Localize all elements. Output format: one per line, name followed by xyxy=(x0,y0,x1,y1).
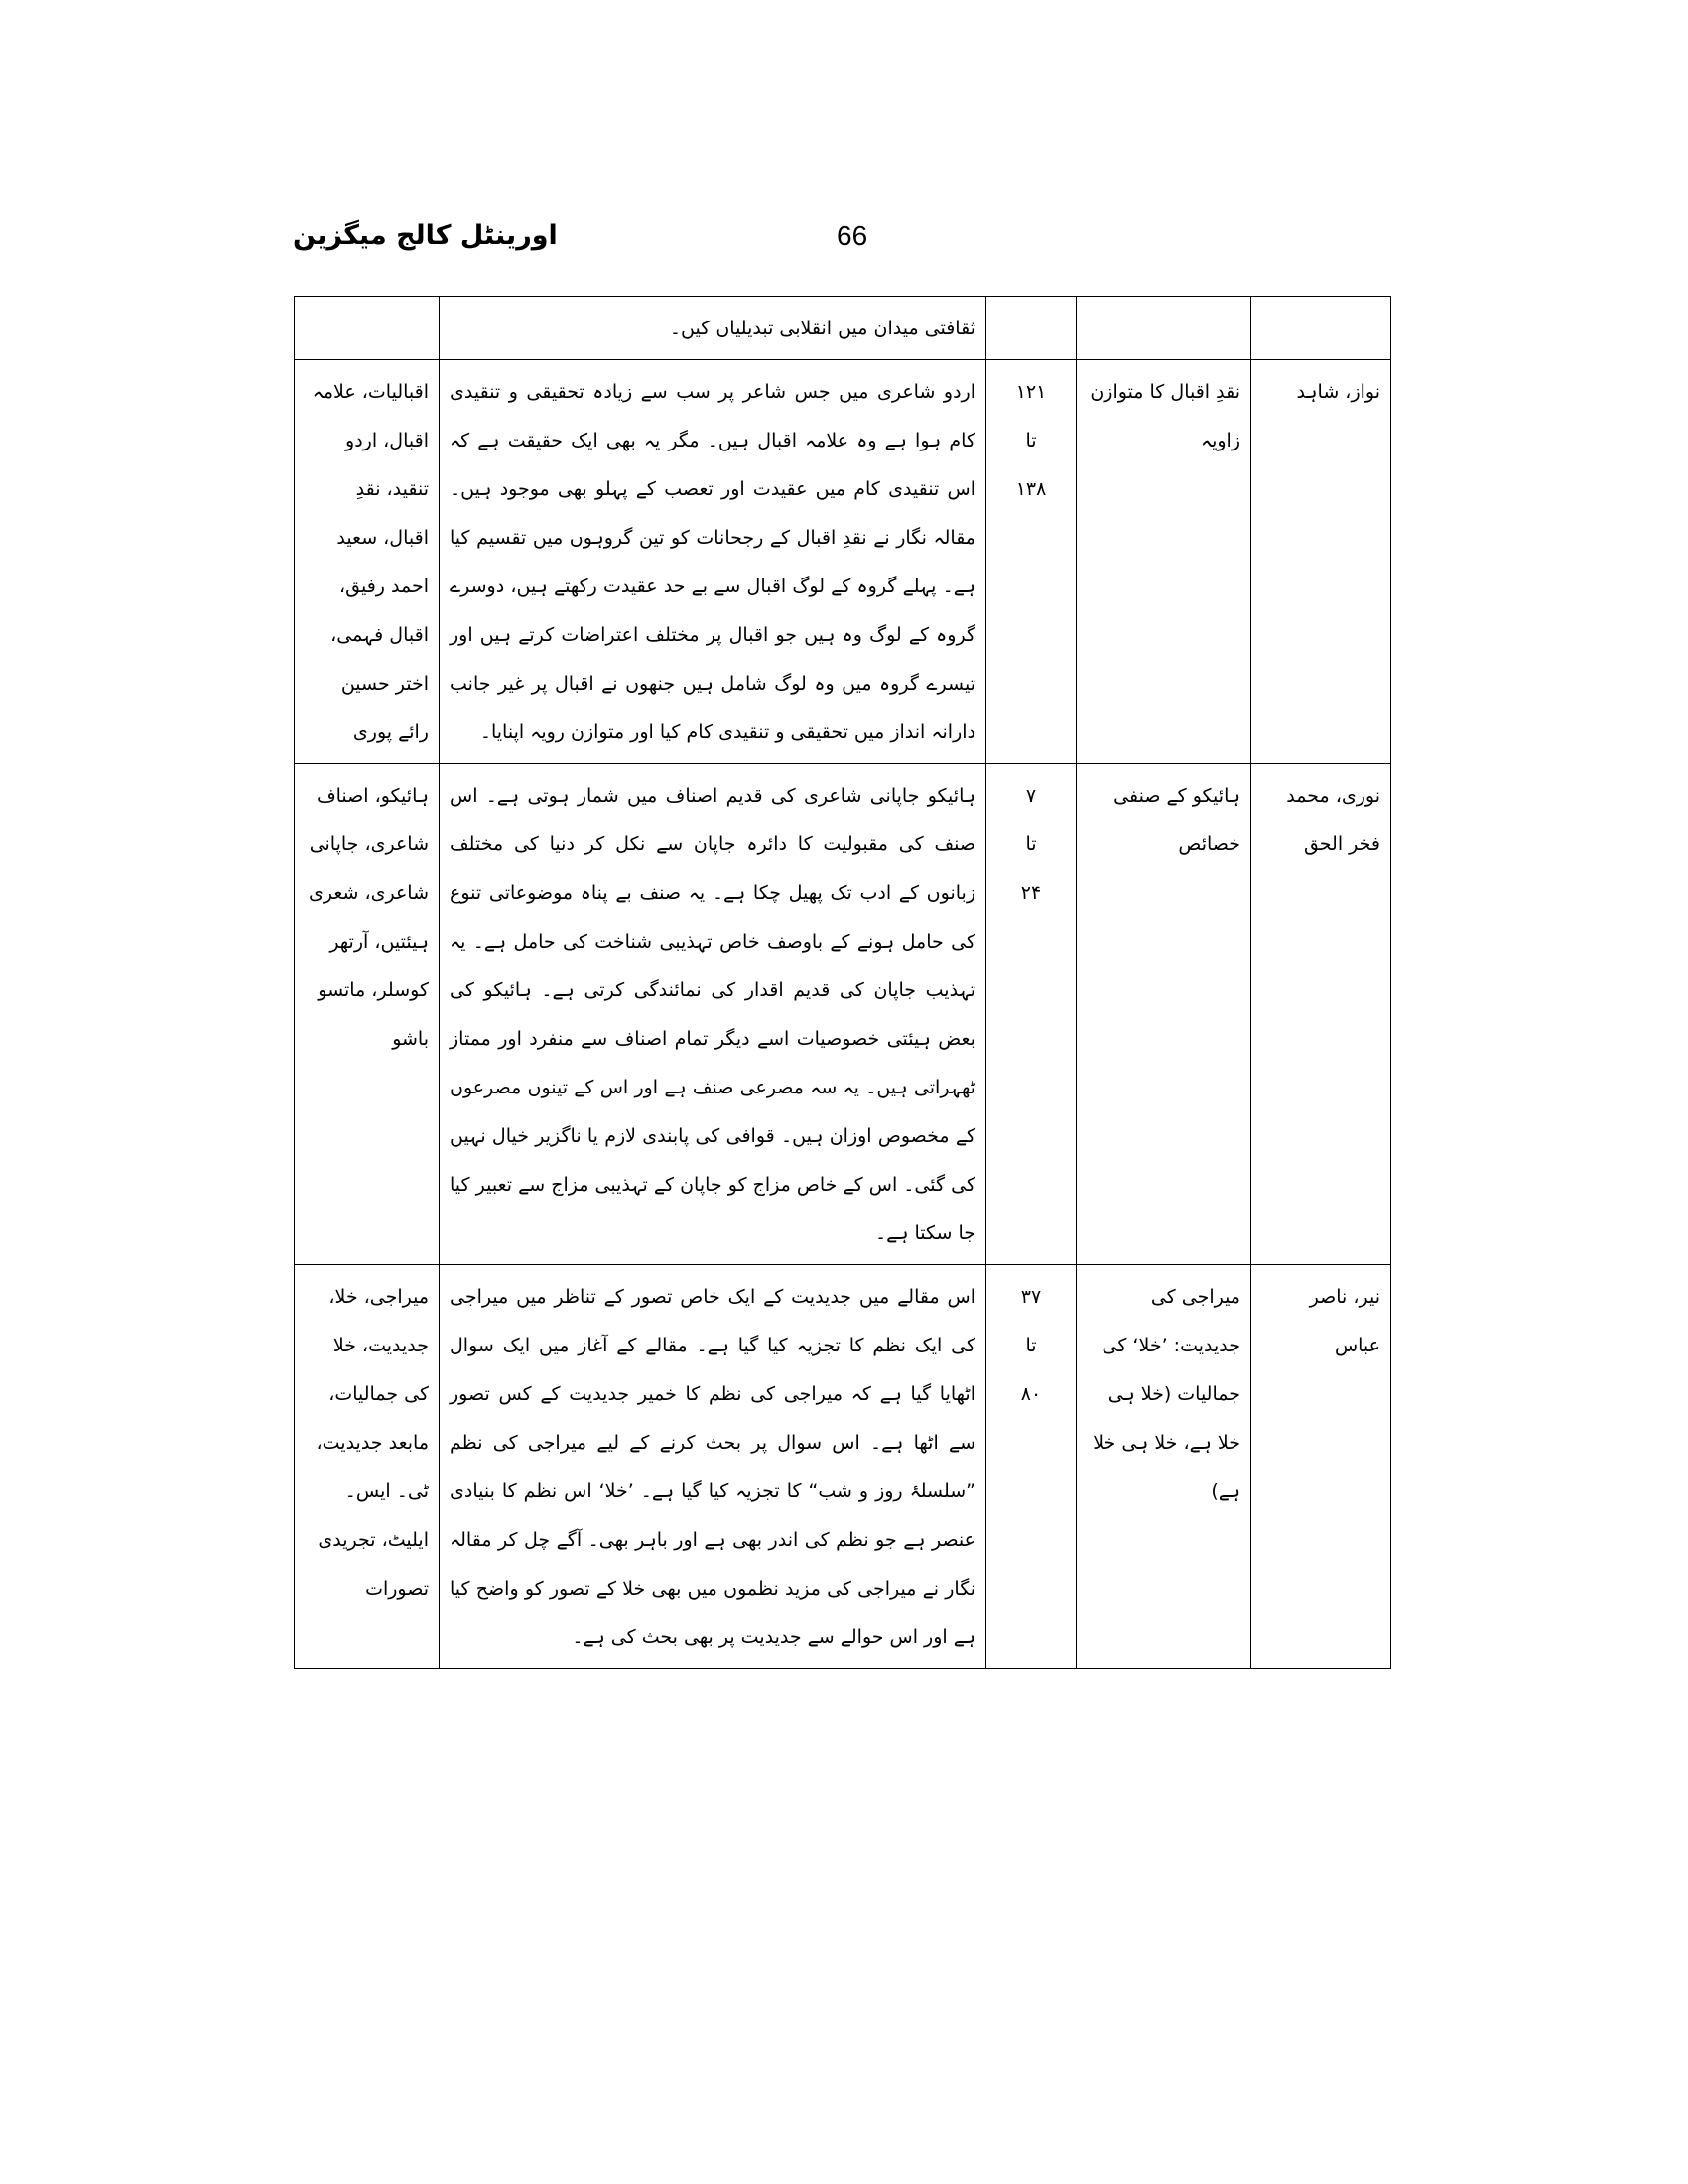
keywords-cell: اقبالیات، علامہ اقبال، اردو تنقید، نقدِ اقبال، سعید احمد رفیق، اقبال فہمی، اختر حسین رائے پوری xyxy=(295,360,440,764)
author-cell: نوری، محمد فخر الحق xyxy=(1251,764,1391,1265)
title-cell xyxy=(1077,297,1251,360)
summary-cell: اردو شاعری میں جس شاعر پر سب سے زیادہ تحقیقی و تنقیدی کام ہوا ہے وہ علامہ اقبال ہیں۔ مگر یہ بھی ایک حقیقت ہے کہ اس تنقیدی کام میں عقیدت اور تعصب کے پہلو بھی موجود ہیں۔ مقالہ نگار نے نقدِ اقبال کے رجحانات کو تین گروہوں میں تقسیم کیا ہے۔ پہلے گروہ کے لوگ اقبال سے بے حد عقیدت رکھتے ہیں، دوسرے گروہ کے لوگ وہ ہیں جو اقبال پر مختلف اعتراضات کرتے ہیں اور تیسرے گروہ میں وہ لوگ شامل ہیں جنھوں نے اقبال پر غیر جانب دارانہ انداز میں تحقیقی و تنقیدی کام کیا اور متوازن رویہ اپنایا۔ xyxy=(440,360,986,764)
summary-cell: ہائیکو جاپانی شاعری کی قدیم اصناف میں شمار ہوتی ہے۔ اس صنف کی مقبولیت کا دائرہ جاپان سے نکل کر دنیا کی مختلف زبانوں کے ادب تک پھیل چکا ہے۔ یہ صنف بے پناہ موضوعاتی تنوع کی حامل ہونے کے باوصف خاص تہذیبی شناخت کی حامل ہے۔ یہ تہذیب جاپان کی قدیم اقدار کی نمائندگی کرتی ہے۔ ہائیکو کی بعض ہیئتی خصوصیات اسے دیگر تمام اصناف سے منفرد اور ممتاز ٹھہراتی ہیں۔ یہ سہ مصرعی صنف ہے اور اس کے تینوں مصرعوں کے مخصوص اوزان ہیں۔ قوافی کی پابندی لازم یا ناگزیر خیال نہیں کی گئی۔ اس کے خاص مزاج کو جاپان کے تہذیبی مزاج سے تعبیر کیا جا سکتا ہے۔ xyxy=(440,764,986,1265)
page-number: 66 xyxy=(837,220,868,251)
title-cell: میراجی کی جدیدیت: ’خلا‘ کی جمالیات (خلا ہی خلا ہے، خلا ہی خلا ہے) xyxy=(1077,1265,1251,1669)
page-start: ۷ xyxy=(1025,785,1037,807)
author-cell: نیر، ناصر عباس xyxy=(1251,1265,1391,1669)
page-range-separator: تا xyxy=(1025,834,1037,855)
journal-title: اورینٹل کالج میگزین xyxy=(293,220,558,251)
author-cell xyxy=(1251,297,1391,360)
table-row xyxy=(295,764,1391,1265)
page-end: ۸۰ xyxy=(1020,1383,1042,1405)
pages-cell xyxy=(986,764,1077,1265)
table-row xyxy=(295,360,1391,764)
pages-cell xyxy=(986,360,1077,764)
page-start: ۱۲۱ xyxy=(1015,381,1047,403)
title-cell: ہائیکو کے صنفی خصائص xyxy=(1077,764,1251,1265)
keywords-cell: ہائیکو، اصناف شاعری، جاپانی شاعری، شعری ہیئتیں، آرتھر کوسلر، ماتسو باشو xyxy=(295,764,440,1265)
page-start: ۳۷ xyxy=(1020,1286,1042,1308)
title-cell: نقدِ اقبال کا متوازن زاویہ xyxy=(1077,360,1251,764)
page-header xyxy=(293,220,1384,270)
article-index-table xyxy=(294,296,1391,1669)
page-end: ۱۳۸ xyxy=(1015,478,1047,500)
summary-cell: اس مقالے میں جدیدیت کے ایک خاص تصور کے تناظر میں میراجی کی ایک نظم کا تجزیہ کیا گیا ہے۔ مقالے کے آغاز میں ایک سوال اٹھایا گیا ہے کہ میراجی کی نظم کا خمیر جدیدیت کے کس تصور سے اٹھا ہے۔ اس سوال پر بحث کرنے کے لیے میراجی کی نظم ”سلسلۂ روز و شب“ کا تجزیہ کیا گیا ہے۔ ’خلا‘ اس نظم کا بنیادی عنصر ہے جو نظم کی اندر بھی ہے اور باہر بھی۔ آگے چل کر مقالہ نگار نے میراجی کی مزید نظموں میں بھی خلا کے تصور کو واضح کیا ہے اور اس حوالے سے جدیدیت پر بھی بحث کی ہے۔ xyxy=(440,1265,986,1669)
summary-cell: ثقافتی میدان میں انقلابی تبدیلیاں کیں۔ xyxy=(440,297,986,360)
pages-cell xyxy=(986,1265,1077,1669)
table-row xyxy=(295,297,1391,360)
page-range-separator: تا xyxy=(1025,430,1037,451)
pages-cell xyxy=(986,297,1077,360)
keywords-cell: میراجی، خلا، جدیدیت، خلا کی جمالیات، مابعد جدیدیت، ٹی۔ ایس۔ ایلیٹ، تجریدی تصورات xyxy=(295,1265,440,1669)
table-row xyxy=(295,1265,1391,1669)
keywords-cell xyxy=(295,297,440,360)
author-cell: نواز، شاہد xyxy=(1251,360,1391,764)
page-end: ۲۴ xyxy=(1020,882,1042,904)
page-range-separator: تا xyxy=(1025,1335,1037,1356)
